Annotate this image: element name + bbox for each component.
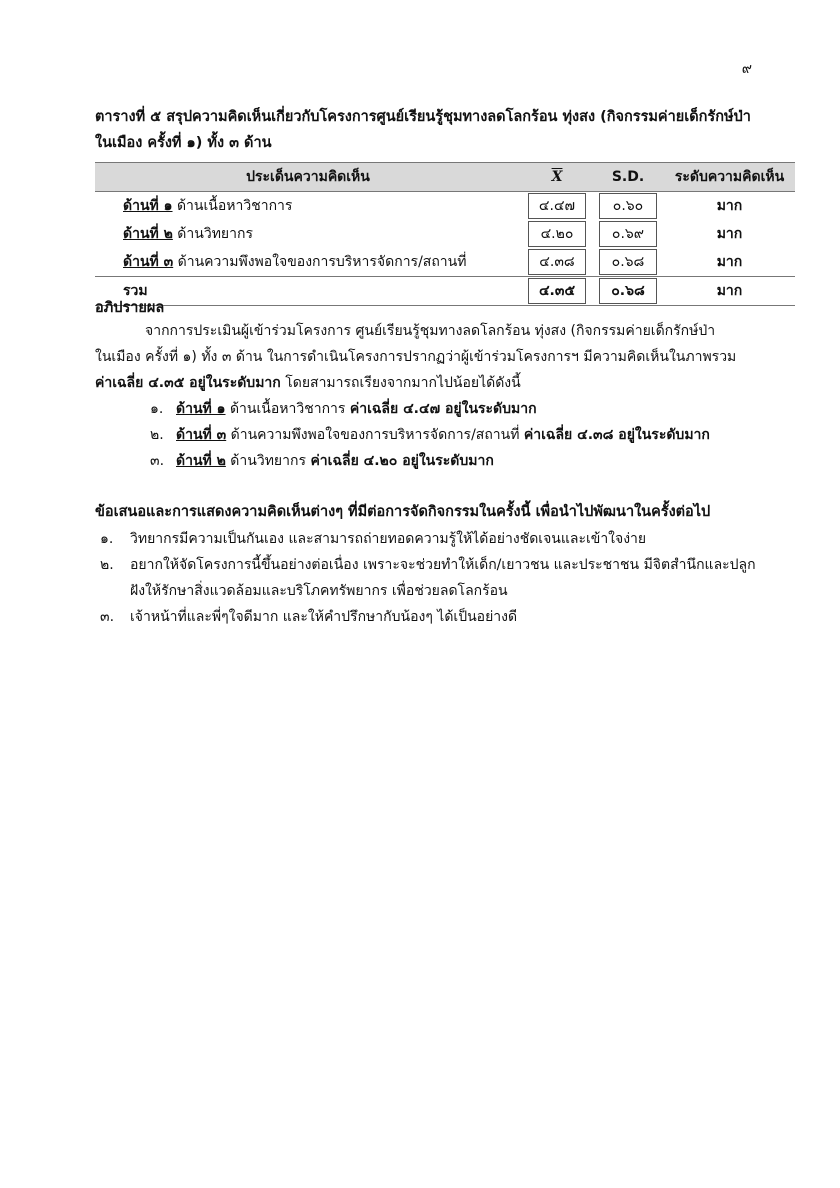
suggestion-text: เจ้าหน้าที่และพี่ๆใจดีมาก และให้คำปรึกษากับน้องๆ ได้เป็นอย่างดี <box>130 609 518 625</box>
discussion-line-3-rest: โดยสามารถเรียงจากมากไปน้อยได้ดังนี้ <box>280 375 521 391</box>
discussion-paragraph <box>95 318 755 396</box>
suggestion-number: ๒. <box>100 557 114 573</box>
row-mean-cell <box>522 248 592 277</box>
header-level: ระดับความคิดเห็น <box>664 163 795 192</box>
ranking-dimension: ด้านที่ ๓ <box>176 427 227 443</box>
ranking-result: ค่าเฉลี่ย ๔.๒๐ อยู่ในระดับมาก <box>310 453 494 469</box>
header-sd: S.D. <box>592 163 664 192</box>
ranking-topic: ด้านวิทยากร <box>225 453 311 469</box>
discussion-title: อภิปรายผล <box>95 300 165 316</box>
list-item <box>150 422 710 448</box>
ranking-number: ๒. <box>150 427 164 443</box>
suggestions-title: ข้อเสนอและการแสดงความคิดเห็นต่างๆ ที่มีต่อการจัดกิจกรรมในครั้งนี้ เพื่อนำไปพัฒนาในครั้งต่อไป <box>95 504 711 520</box>
ranking-number: ๓. <box>150 453 165 469</box>
ranking-result: ค่าเฉลี่ย ๔.๓๘ อยู่ในระดับมาก <box>523 427 710 443</box>
row-sd-cell <box>592 220 664 248</box>
row-topic-text: ด้านความพึงพอใจของการบริหารจัดการ/สถานที่ <box>173 254 467 270</box>
ranking-topic: ด้านเนื้อหาวิชาการ <box>225 401 350 417</box>
row-sd-cell <box>592 192 664 221</box>
summary-table <box>95 162 795 306</box>
table-total-row <box>95 277 795 306</box>
suggestion-number: ๓. <box>100 609 115 625</box>
suggestion-text: วิทยากรมีความเป็นกันเอง และสามารถถ่ายทอดความรู้ให้ได้อย่างชัดเจนและเข้าใจง่าย <box>130 531 647 547</box>
row-level: มาก <box>716 226 743 242</box>
total-level: มาก <box>664 277 795 306</box>
list-item <box>100 604 760 630</box>
row-level: มาก <box>716 198 743 214</box>
total-sd: ๐.๖๘ <box>599 278 657 304</box>
row-topic <box>95 220 522 248</box>
row-topic <box>95 248 522 277</box>
header-mean <box>522 163 592 192</box>
list-item <box>100 552 760 604</box>
discussion-line-1-text: จากการประเมินผู้เข้าร่วมโครงการ ศูนย์เรียนรู้ชุมทางลดโลกร้อน ทุ่งสง (กิจกรรมค่ายเด็กรักษ์ป่า <box>145 323 716 339</box>
header-mean-symbol: $\overline{X}$ <box>551 169 563 185</box>
row-mean: ๔.๓๘ <box>528 249 586 275</box>
page-number: ๙ <box>741 61 752 77</box>
ranking-list <box>150 396 710 474</box>
total-mean-cell <box>522 277 592 306</box>
row-mean-cell <box>522 192 592 221</box>
row-topic <box>95 192 522 221</box>
total-label: รวม <box>95 277 522 306</box>
table-header-row <box>95 163 795 192</box>
row-level: มาก <box>716 254 743 270</box>
table-caption: ตารางที่ ๕ สรุปความคิดเห็นเกี่ยวกับโครงการศูนย์เรียนรู้ชุมทางลดโลกร้อน ทุ่งสง (กิจกรรมค่ายเด็กรักษ์ป่าในเมือง ครั้งที่ ๑) ทั้ง ๓ ด้าน <box>95 109 751 151</box>
header-topic: ประเด็นความคิดเห็น <box>95 163 522 192</box>
discussion-line-1 <box>95 318 755 344</box>
row-mean-cell <box>522 220 592 248</box>
row-dimension: ด้านที่ ๓ <box>123 254 174 270</box>
row-sd: ๐.๖๘ <box>599 249 657 275</box>
discussion-line-2: ในเมือง ครั้งที่ ๑) ทั้ง ๓ ด้าน ในการดำเนินโครงการปรากฏว่าผู้เข้าร่วมโครงการฯ มีความคิดเห็นในภาพรวม <box>95 349 737 365</box>
suggestion-number: ๑. <box>100 531 114 547</box>
ranking-topic: ด้านความพึงพอใจของการบริหารจัดการ/สถานที่ <box>226 427 524 443</box>
discussion-overall-mean: ค่าเฉลี่ย ๔.๓๕ อยู่ในระดับมาก <box>95 375 281 391</box>
suggestion-text: อยากให้จัดโครงการนี้ขึ้นอย่างต่อเนื่อง เพราะจะช่วยทำให้เด็ก/เยาวชน และประชาชน มีจิตสำนึกและปลูกฝังให้รักษาสิ่งแวดล้อมและบริโภคทรัพยากร เพื่อช่วยลดโลกร้อน <box>130 557 756 599</box>
table-row <box>95 192 795 221</box>
row-sd-cell <box>592 248 664 277</box>
discussion-line-3 <box>95 370 755 396</box>
row-dimension: ด้านที่ ๒ <box>123 226 173 242</box>
row-dimension: ด้านที่ ๑ <box>123 198 173 214</box>
total-sd-cell <box>592 277 664 306</box>
list-item <box>100 526 760 552</box>
row-sd: ๐.๖๐ <box>599 193 657 219</box>
row-mean: ๔.๒๐ <box>528 221 586 247</box>
list-item <box>150 448 710 474</box>
table-row <box>95 248 795 277</box>
row-topic-text: ด้านเนื้อหาวิชาการ <box>172 198 293 214</box>
row-topic-text: ด้านวิทยากร <box>172 226 253 242</box>
ranking-number: ๑. <box>150 401 164 417</box>
ranking-result: ค่าเฉลี่ย ๔.๔๗ อยู่ในระดับมาก <box>349 401 537 417</box>
list-item <box>150 396 710 422</box>
ranking-dimension: ด้านที่ ๑ <box>176 401 226 417</box>
row-mean: ๔.๔๗ <box>528 193 586 219</box>
row-sd: ๐.๖๙ <box>599 221 657 247</box>
ranking-dimension: ด้านที่ ๒ <box>176 453 226 469</box>
total-mean: ๔.๓๕ <box>528 278 586 304</box>
suggestions-list <box>100 526 760 630</box>
table-row <box>95 220 795 248</box>
